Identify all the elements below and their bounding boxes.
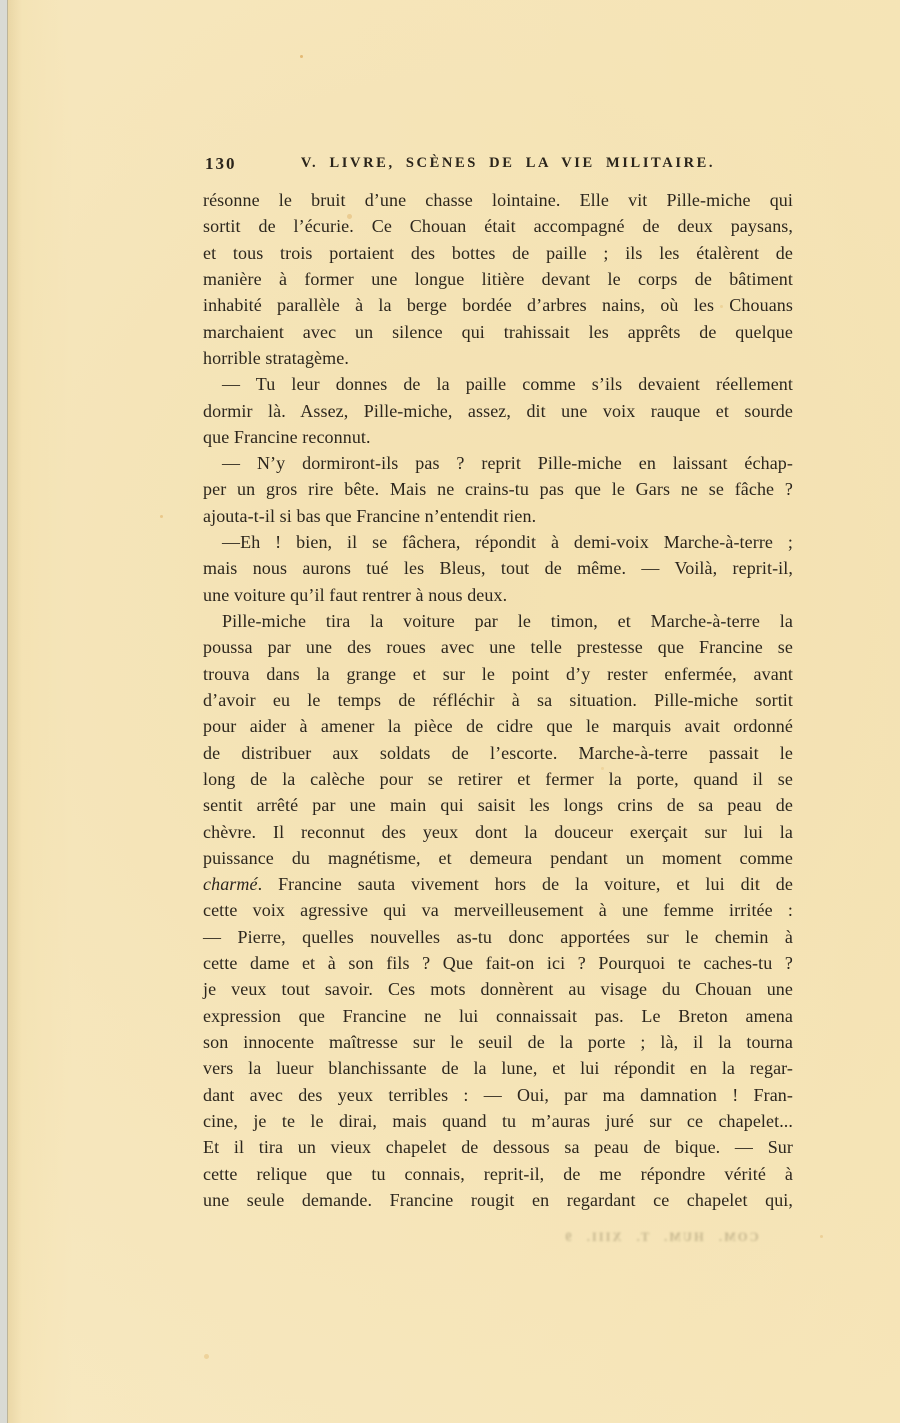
text-line: mais nous aurons tué les Bleus, tout de même. — Voilà, reprit-il, [203,558,793,579]
text-line: son innocente maîtresse sur le seuil de la porte ; là, il la tourna [203,1032,793,1052]
text-line: manière à former une longue litière devant le corps de bâtiment [203,268,793,289]
text-line: d’avoir eu le temps de réfléchir à sa situation. Pille-miche sortit [203,689,793,710]
text-line: — N’y dormiront-ils pas ? reprit Pille-miche en laissant échap- [222,453,793,474]
text-line: vers la lueur blanchissante de la lune, et lui répondit en la regar- [203,1058,793,1079]
text-line: que Francine reconnut. [203,426,371,447]
text-line: je veux tout savoir. Ces mots donnèrent au visage du Chouan une [203,979,793,1000]
page-header [203,153,793,175]
text-line: cette voix agressive qui va merveilleusement à une femme irritée : [203,900,793,921]
bleedthrough-signature: COM. HUM. T. XIII. 9 [563,1230,759,1244]
text-line: horrible stratagème. [203,347,349,368]
text-line: poussa par une des roues avec une telle prestesse que Francine se [203,637,793,658]
text-line: dormir là. Assez, Pille-miche, assez, dit une voix rauque et sourde [203,400,793,421]
text-line: inhabité parallèle à la berge bordée d’arbres nains, où les Chouans [203,295,793,316]
text-line: ajouta-t-il si bas que Francine n’entendit rien. [203,505,537,526]
text-line: — Tu leur donnes de la paille comme s’ils devaient réellement [222,374,793,395]
text-line: dant avec des yeux terribles : — Oui, par ma damnation ! Fran- [203,1084,793,1105]
text-line: sortit de l’écurie. Ce Chouan était accompagné de deux paysans, [203,216,793,237]
text-line: —Eh ! bien, il se fâchera, répondit à demi-voix Marche-à-terre ; [222,532,793,553]
text-line: de distribuer aux soldats de l’escorte. Marche-à-terre passait le [203,742,793,763]
text-line: cine, je te le dirai, mais quand tu m’auras juré sur ce chapelet... [203,1110,793,1131]
text-line: charmé. Francine sauta vivement hors de la voiture, et lui dit de [203,874,793,895]
text-line: expression que Francine ne lui connaissait pas. Le Breton amena [203,1005,793,1026]
paragraph [203,529,793,608]
text-line: sentit arrêté par une main qui saisit les longs crins de sa peau de [203,795,793,816]
page-gutter-shading [8,0,22,1423]
text-line: une seule demande. Francine rougit en regardant ce chapelet qui, [203,1189,793,1210]
text-line: pour aider à amener la pièce de cidre que le marquis avait ordonné [203,716,793,737]
text-line: cette dame et à son fils ? Que fait-on ici ? Pourquoi te caches-tu ? [203,953,793,974]
text-line: long de la calèche pour se retirer et fermer la porte, quand il se [203,768,793,789]
text-line: Pille-miche tira la voiture par le timon, et Marche-à-terre la [222,611,793,631]
text-line: une voiture qu’il faut rentrer à nous deux. [203,584,508,605]
text-line: marchaient avec un silence qui trahissait les apprêts de quelque [203,321,793,342]
text-line: cette relique que tu connais, reprit-il, de me répondre vérité à [203,1163,793,1184]
page-number: 130 [205,154,237,173]
paper-foxing-speckles [300,55,303,58]
text-line: et tous trois portaient des bottes de paille ; ils les étalèrent de [203,242,793,263]
text-line: Et il tira un vieux chapelet de dessous sa peau de bique. — Sur [203,1137,793,1158]
paragraph [203,608,793,1213]
text-line: puissance du magnétisme, et demeura pendant un moment comme [203,847,793,868]
paragraph [203,187,793,371]
text-line: per un gros rire bête. Mais ne crains-tu pas que le Gars ne se fâche ? [203,479,793,500]
scanner-edge-strip [0,0,8,1423]
text-line: — Pierre, quelles nouvelles as-tu donc apportées sur le chemin à [203,926,793,947]
running-header: V. LIVRE, SCÈNES DE LA VIE MILITAIRE. [300,155,716,171]
text-line: trouva dans la grange et sur le point d’y rester enfermée, avant [203,663,793,684]
paragraph [203,371,793,450]
text-block [203,187,793,1213]
text-line: résonne le bruit d’une chasse lointaine. Elle vit Pille-miche qui [203,190,793,210]
paragraph [203,450,793,529]
text-line: chèvre. Il reconnut des yeux dont la douceur exerçait sur lui la [203,821,793,842]
